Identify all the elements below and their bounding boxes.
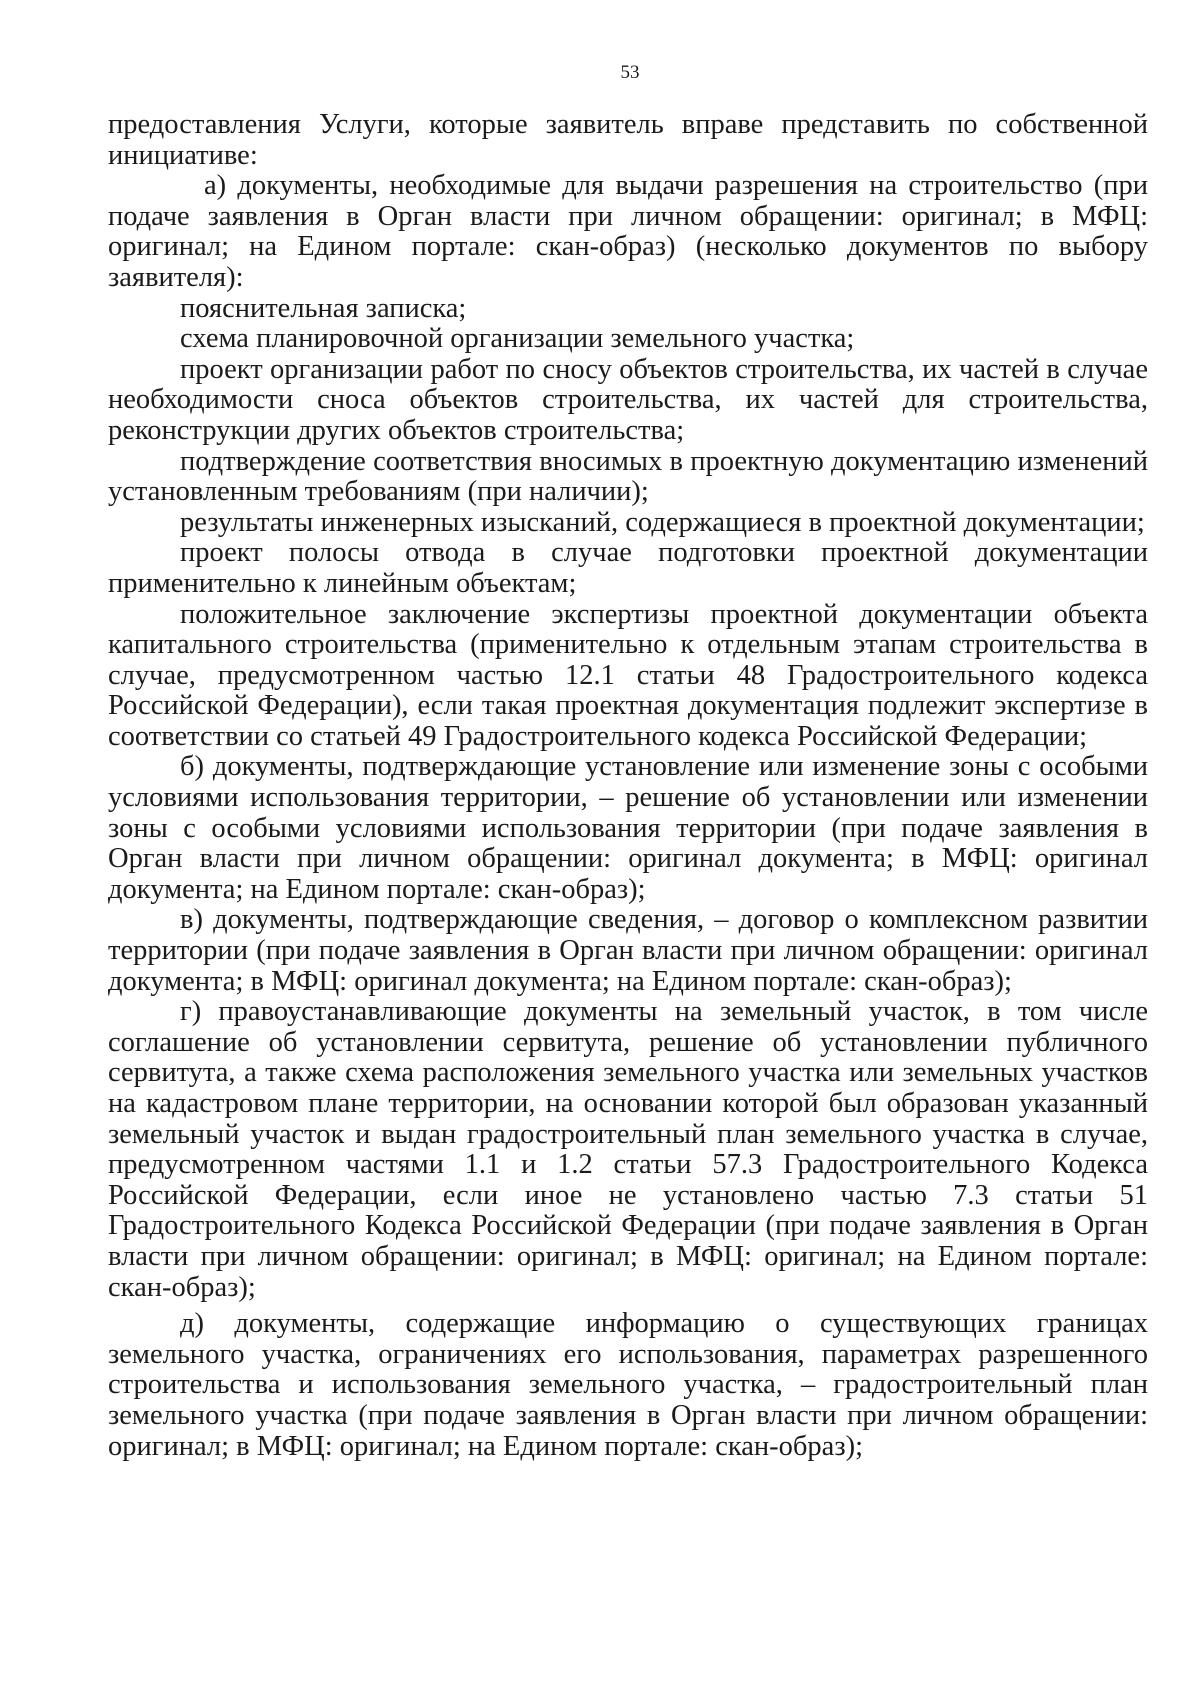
document-body xyxy=(108,110,1148,1462)
paragraph-right-of-way-project: проект полосы отвода в случае подготовки проектной документации применительно к линейным объектам; xyxy=(108,537,1148,599)
paragraph-compliance-confirmation: подтверждение соответствия вносимых в проектную документацию изменений установленным требованиям (при наличии); xyxy=(108,445,1148,508)
paragraph-intro-continuation: предоставления Услуги, которые заявитель вправе представить по собственной инициативе: xyxy=(108,109,1148,171)
paragraph-item-d: д) документы, содержащие информацию о существующих границах земельного участка, ограничениях его использования, параметрах разрешенного строительства и использования земельного участка, – градостроительный план земельного участка (при подаче заявления в Орган власти при личном обращении: оригинал; в МФЦ: оригинал; на Едином портале: скан-образ); xyxy=(108,1308,1148,1462)
paragraph-item-b: б) документы, подтверждающие установление или изменение зоны с особыми условиями использования территории, – решение об установлении или изменении зоны с особыми условиями использования территории (при подаче заявления в Орган власти при личном обращении: оригинал документа; в МФЦ: оригинал документа; на Едином портале: скан-образ); xyxy=(108,751,1148,905)
paragraph-explanatory-note: пояснительная записка; xyxy=(180,292,467,324)
paragraph-demolition-project: проект организации работ по сносу объектов строительства, их частей в случае необходимости сноса объектов строительства, их частей для строительства, реконструкции других объектов строительства; xyxy=(108,353,1148,446)
paragraph-planning-scheme: схема планировочной организации земельного участка; xyxy=(180,323,855,355)
paragraph-item-g: г) правоустанавливающие документы на земельный участок, в том числе соглашение об установлении сервитута, решение об установлении публичного сервитута, а также схема расположения земельного участка или земельных участков на кадастровом плане территории, на основании которой был образован указанный земельный участок и выдан градостроительный план земельного участка в случае, предусмотренном частями 1.1 и 1.2 статьи 57.3 Градостроительного Кодекса Российской Федерации, если иное не установлено частью 7.3 статьи 51 Градостроительного Кодекса Российской Федерации (при подаче заявления в Орган власти при личном обращении: оригинал; в МФЦ: оригинал; на Едином портале: скан-образ); xyxy=(108,996,1148,1303)
paragraph-expert-conclusion: положительное заключение экспертизы проектной документации объекта капитального строительства (применительно к отдельным этапам строительства в случае, предусмотренном частью 12.1 статьи 48 Градостроительного кодекса Российской Федерации), если такая проектная документация подлежит экспертизе в соответствии со статьей 49 Градостроительного кодекса Российской Федерации; xyxy=(108,598,1148,752)
paragraph-engineering-surveys: результаты инженерных изысканий, содержащиеся в проектной документации; xyxy=(180,506,1145,538)
paragraph-item-v: в) документы, подтверждающие сведения, – договор о комплексном развитии территории (при подаче заявления в Орган власти при личном обращении: оригинал документа; в МФЦ: оригинал документа; на Едином портале: скан-образ); xyxy=(108,904,1148,997)
paragraph-item-a: а) документы, необходимые для выдачи разрешения на строительство (при подаче заявления в Орган власти при личном обращении: оригинал; в МФЦ: оригинал; на Едином портале: скан-образ) (несколько документов по выбору заявителя): xyxy=(108,170,1148,293)
page-number: 53 xyxy=(620,62,640,83)
